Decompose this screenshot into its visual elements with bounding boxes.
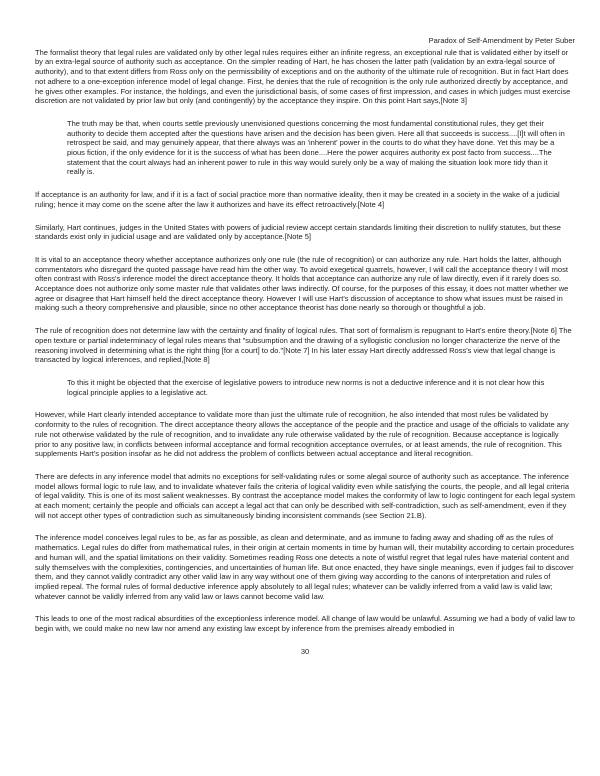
paragraph: There are defects in any inference model that admits no exceptions for self-validating rules or some alegal source of authority such as acceptance. The inference model allows formal logic to rule law, and to invalidate whatever fails the criteria of logical validity even while satisfying the courts, the people, and all legal criteria of legal validity. This is one of its most salient weaknesses. By contrast the acceptance model makes the conformity of law to logic contingent for each legal system at each moment; certainly the people and officials can accept a legal act that can only be described with self-contradiction, such as self-amendment, even if they will not accept other types of contradiction such as simultaneously binding inconsistent commands (see Section 21.B).: [35, 471, 575, 520]
paragraph: The formalist theory that legal rules are validated only by other legal rules requires either an infinite regress, an exceptional rule that is validated either by itself or by an extra-legal source of authority such as acceptance. On the simpler reading of Hart, he has chosen the latter path (validation by an extra-legal source of authority), and to that extent differs from Ross only on the permissibility of exceptions and on the authority of the ultimate rule of recognition. But in fact Hart does not adhere to a one-exception inference model of legal change. First, he denies that the rule of recognition is the only rule authorized directly by acceptance, and he gives other examples. For instance, the holdings, and even the jurisdictional basis, of some cases of first impression, and cases in which judges must exercise discretion are not validated by prior law but only (and contingently) by the acceptance they inspire. On this point Hart says,[Note 3]: [35, 47, 571, 106]
block-quote: The truth may be that, when courts settle previously unenvisioned questions concerning the most fundamental constitutional rules, they get their authority to decide them accepted after the questions have arisen and the decision has been given. Here all that succeeds is success....[I]t will often in retrospect be said, and may genuinely appear, that there always was an 'inherent' power in the courts to do what they have done. Yet this may be a pious fiction, if the only evidence for it is the success of what has been done....Here the power acquires authority ex post facto from success....The statement that the court always had an inherent power to rule in this way would surely only be a way of making the situation look more tidy than it really is.: [67, 118, 565, 177]
paragraph: The rule of recognition does not determine law with the certainty and finality of logical rules. That sort of formalism is repugnant to Hart's entire theory.[Note 6] The open texture or partial indeterminacy of legal rules means that "subsumption and the drawing of a syllogistic conclusion no longer characterize the nerve of the reasoning involved in determining what is the right thing [for a court] to do."[Note 7] In his later essay Hart directly addressed Ross's view that legal change is transacted by logical inferences, and replied,[Note 8]: [35, 326, 572, 365]
block-quote: To this it might be objected that the exercise of legislative powers to introduce new norms is not a deductive inference and it is not clear how this logical principle applies to a legislative act.: [67, 377, 545, 397]
document-body: [35, 48, 575, 634]
paragraph: The inference model conceives legal rules to be, as far as possible, as clean and determinate, and as immune to fading away and shading off as the rules of mathematics. Legal rules do differ from mathematical rules, in their origin at certain moments in time by human will, their mutability according to certain procedures and human will, and the spatial limitations on their validity. Sometimes reading Ross one detects a note of wistful regret that legal rules have material content and sully themselves with the complexities, contingencies, and uncertainties of human life. But once enacted, they have single meanings, even if judges fail to discover them, and they cannot validly contradict any other valid law in any way without one of them giving way according to the canons of interpretation and rules of implied repeal. The formal rules of formal deductive inference apply absolutely to all legal rules; whatever can be validly inferred from a valid law is valid law; whatever cannot be validly inferred from any valid law or laws cannot become valid law.: [35, 533, 574, 601]
paragraph: If acceptance is an authority for law, and if it is a fact of social practice more than normative ideality, then it may be created in a society in the wake of a judicial ruling; hence it may come on the scene after the law it authorizes and have its effect retroactively.[Note 4]: [35, 190, 560, 209]
running-header-title: Paradox of Self-Amendment by Peter Suber: [428, 36, 575, 45]
paragraph: It is vital to an acceptance theory whether acceptance authorizes only one rule (the rule of recognition) or can authorize any rule. Hart holds the latter, although commentators who disregard the quoted passage have read him the other way. To avoid exegetical quarrels, however, I will call the acceptance theory I will most often contrast with Ross's inference model the direct acceptance theory. It holds that acceptance can authorize any rule of law directly, even if it rarely does so. Acceptance does not authorize only some master rule that validates other laws indirectly. Of course, for the purposes of this essay, it does not matter whether we agree or disagree that Hart himself held the direct acceptance theory. However I will use Hart's discussion of acceptance to show what issues must be raised in making such a theory comprehensive and plausible, since no other acceptance theorist has done nearly so thorough or thoughtful a job.: [35, 254, 569, 313]
paragraph: Similarly, Hart continues, judges in the United States with powers of judicial review accept certain standards limiting their discretion to nullify statutes, but these standards exist only in judicial usage and are validated only by acceptance.[Note 5]: [35, 222, 561, 242]
paragraph: However, while Hart clearly intended acceptance to validate more than just the ultimate rule of recognition, he also intended that most rules be validated by conformity to the rules of recognition. The direct acceptance theory allows the acceptance of the people and the practice and usage of the officials to validate any rule not otherwise validated by the rule of recognition, and to invalidate any rule otherwise validated by the rule of recognition. Because acceptance is logically prior to any positive law, in conflicts between informal acceptance and formal recognition acceptance overrules, or at least amends, the rule of recognition. This supplements Hart's position insofar as he did not address the problem of conflicts between actual acceptance and literal recognition.: [35, 410, 569, 459]
paragraph: This leads to one of the most radical absurdities of the exceptionless inference model. All change of law would be unlawful. Assuming we had a body of valid law to begin with, we could make no new law nor amend any existing law except by inference from the premises already embodied in: [35, 614, 575, 634]
page-number: 30: [300, 646, 310, 656]
